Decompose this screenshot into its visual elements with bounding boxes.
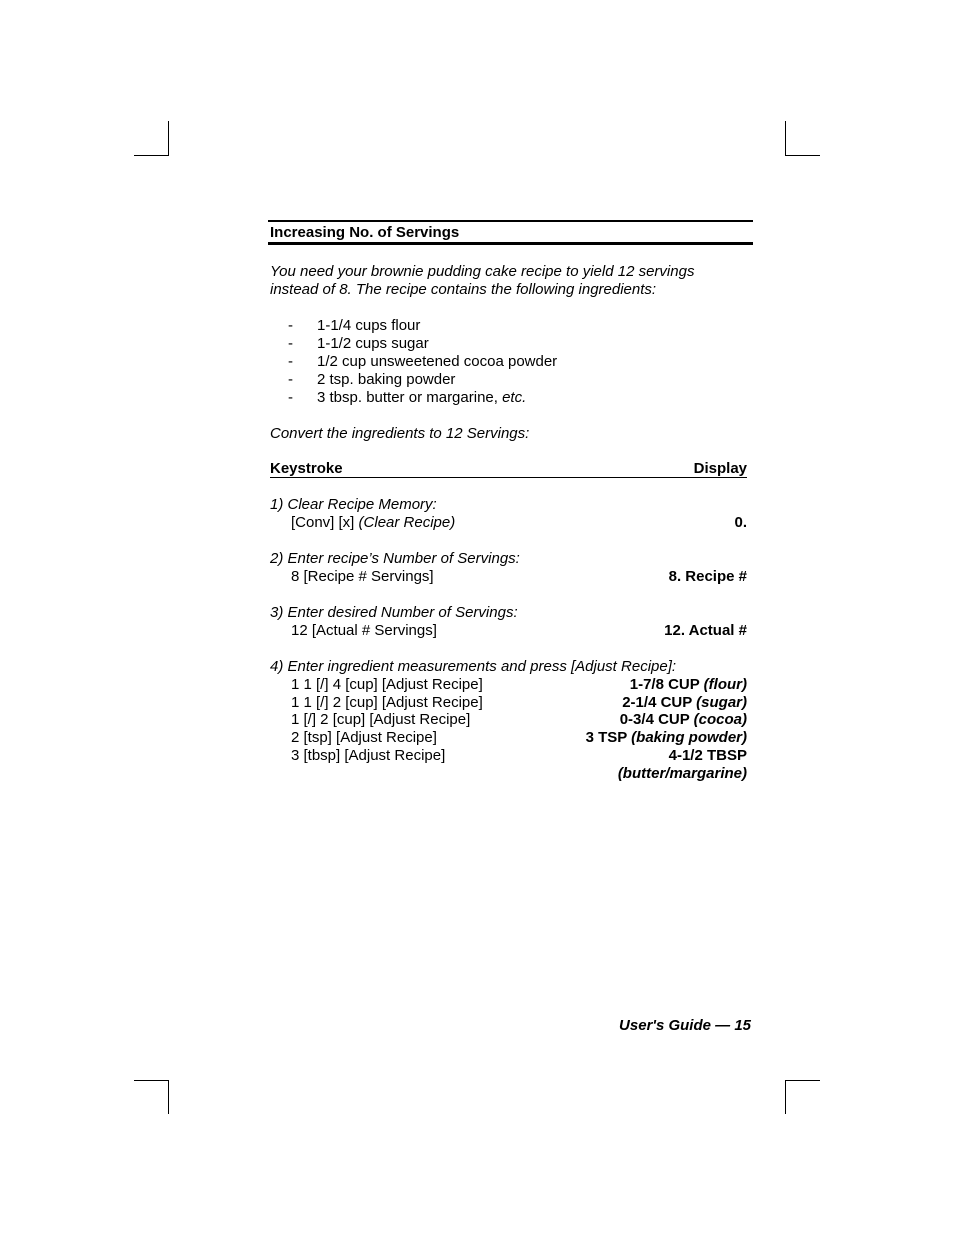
display-bold: 8. Recipe # — [668, 568, 747, 585]
keystroke-text — [291, 568, 434, 586]
display-bold: 1-7/8 CUP — [629, 676, 704, 693]
display-bold: 4-1/2 TBSP — [668, 747, 747, 764]
display-value — [630, 676, 747, 694]
display-bold: 2-1/4 CUP — [622, 694, 697, 711]
list-dash: - — [288, 371, 293, 388]
ingredient-text: 1-1/2 cups sugar — [317, 335, 429, 352]
intro-line-2: instead of 8. The recipe contains the following ingredients: — [270, 281, 657, 298]
ingredient-text: 1-1/4 cups flour — [317, 317, 421, 334]
list-dash: - — [288, 389, 293, 406]
display-value — [664, 622, 747, 640]
list-item — [317, 371, 455, 389]
ingredient-suffix: etc. — [502, 389, 527, 406]
display-value — [734, 514, 747, 532]
display-bold: 0. — [734, 514, 747, 531]
display-bold: 12. Actual # — [664, 622, 747, 639]
list-dash: - — [288, 335, 293, 352]
page-footer: User's Guide — 15 — [619, 1017, 751, 1034]
display-continuation: (butter/margarine) — [617, 765, 747, 782]
ingredient-text: 3 tbsp. butter or margarine, — [317, 389, 503, 406]
step-heading: 2) Enter recipe’s Number of Servings: — [270, 550, 520, 567]
crop-mark-bottom-right-vertical — [785, 1080, 786, 1114]
display-bold: 3 TSP — [585, 729, 632, 746]
list-item — [317, 353, 557, 371]
crop-mark-bottom-left-horizontal — [134, 1080, 169, 1081]
keystroke-keys: 1 [/] 2 [cup] [Adjust Recipe] — [291, 711, 471, 728]
keystroke-keys: [Conv] [x] — [291, 514, 359, 531]
crop-mark-bottom-left-vertical — [168, 1080, 169, 1114]
crop-mark-top-left-vertical — [168, 121, 169, 156]
display-value — [669, 747, 747, 765]
keystroke-text — [291, 711, 470, 729]
display-value — [669, 568, 747, 586]
keystroke-keys: 1 1 [/] 2 [cup] [Adjust Recipe] — [291, 694, 483, 711]
section-bottom-rule — [268, 242, 753, 245]
table-header-rule — [270, 477, 747, 478]
keystroke-text — [291, 729, 437, 747]
list-item — [317, 389, 526, 407]
keystroke-text — [291, 694, 483, 712]
keystroke-header: Keystroke — [270, 460, 343, 477]
keystroke-text — [291, 622, 437, 640]
section-top-rule — [268, 220, 753, 222]
display-header: Display — [693, 460, 747, 477]
keystroke-note: (Clear Recipe) — [358, 514, 456, 531]
display-note: (baking powder) — [631, 729, 747, 746]
step-heading: 4) Enter ingredient measurements and press [Adjust Recipe]: — [270, 658, 677, 675]
convert-instruction: Convert the ingredients to 12 Servings: — [270, 425, 530, 442]
step-heading: 3) Enter desired Number of Servings: — [270, 604, 518, 621]
list-item — [317, 335, 429, 353]
keystroke-keys: 2 [tsp] [Adjust Recipe] — [291, 729, 437, 746]
keystroke-text — [291, 676, 483, 694]
crop-mark-top-right-horizontal — [785, 155, 820, 156]
keystroke-keys: 3 [tbsp] [Adjust Recipe] — [291, 747, 446, 764]
crop-mark-bottom-right-horizontal — [785, 1080, 820, 1081]
list-dash: - — [288, 353, 293, 370]
step-heading: 1) Clear Recipe Memory: — [270, 496, 437, 513]
keystroke-keys: 12 [Actual # Servings] — [291, 622, 437, 639]
crop-mark-top-left-horizontal — [134, 155, 169, 156]
keystroke-keys: 8 [Recipe # Servings] — [291, 568, 434, 585]
keystroke-keys: 1 1 [/] 4 [cup] [Adjust Recipe] — [291, 676, 483, 693]
crop-mark-top-right-vertical — [785, 121, 786, 156]
ingredient-text: 1/2 cup unsweetened cocoa powder — [317, 353, 558, 370]
display-value — [620, 711, 747, 729]
section-title: Increasing No. of Servings — [270, 224, 460, 241]
display-value — [586, 729, 747, 747]
display-bold: 0-3/4 CUP — [619, 711, 694, 728]
display-value — [622, 694, 747, 712]
keystroke-text — [291, 747, 445, 765]
display-note: (cocoa) — [693, 711, 747, 728]
intro-line-1: You need your brownie pudding cake recipe to yield 12 servings — [270, 263, 695, 280]
ingredient-text: 2 tsp. baking powder — [317, 371, 456, 388]
display-note: (sugar) — [696, 694, 747, 711]
list-item — [317, 317, 420, 335]
display-note: (flour) — [703, 676, 747, 693]
keystroke-text — [291, 514, 455, 532]
list-dash: - — [288, 317, 293, 334]
